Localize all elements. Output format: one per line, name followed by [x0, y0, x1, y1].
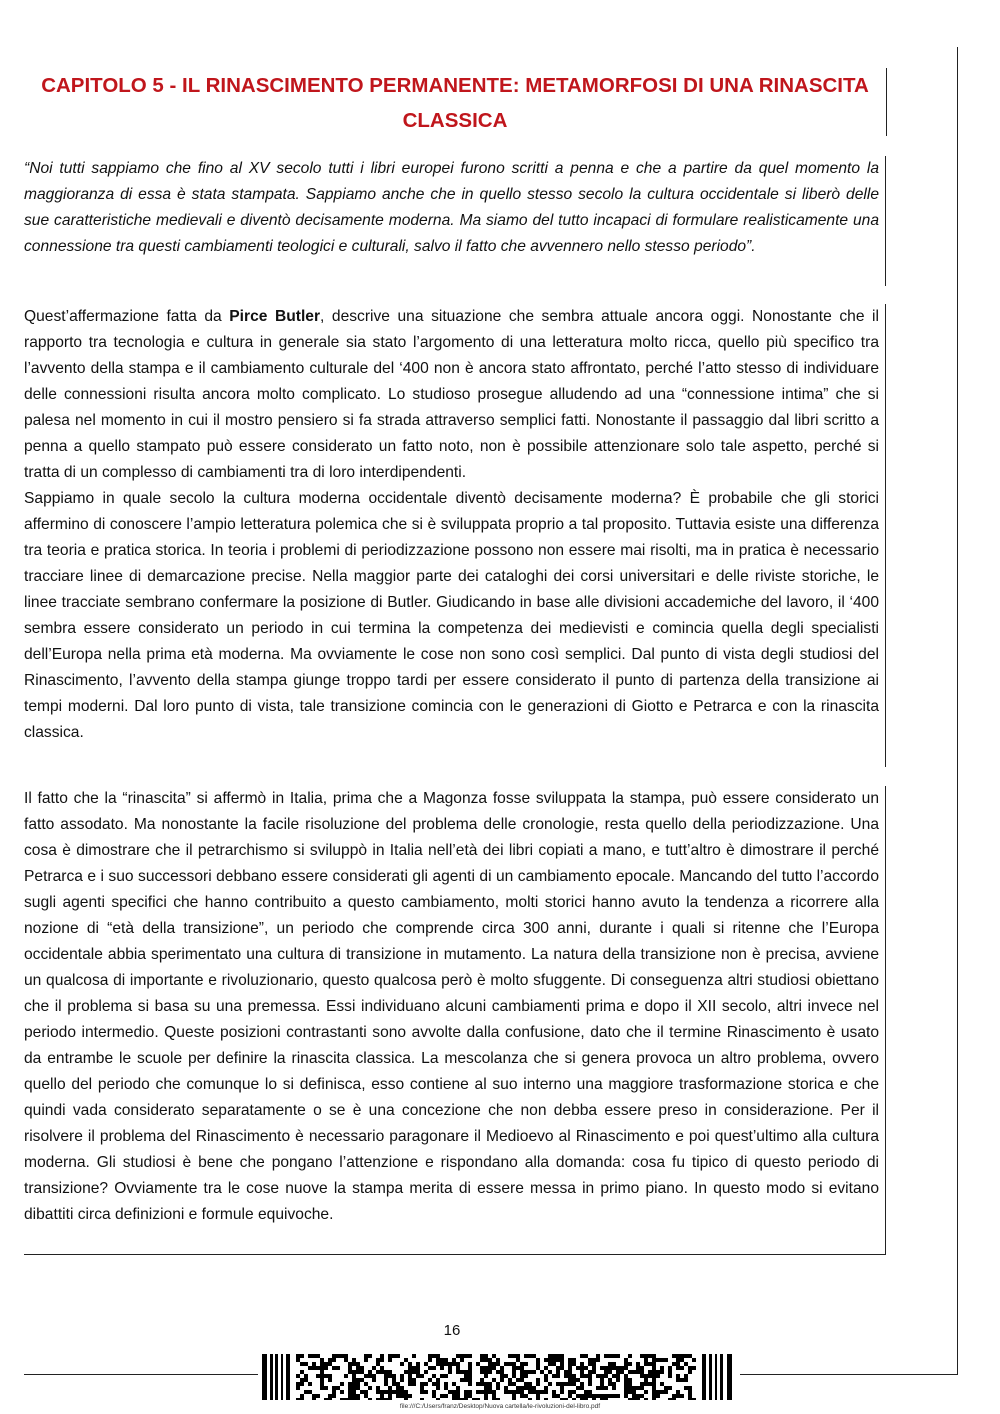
- title-side-rule: [886, 68, 887, 136]
- paragraph-butler-intro: Quest’affermazione fatta da: [24, 308, 230, 325]
- paragraph-periodization: Sappiamo in quale secolo la cultura moderna occidentale diventò decisamente moderna? È probabile che gli storici affermino di conoscere l’ampio letteratura polemica che si è sviluppata proprio a tal proposito. Tuttavia esiste una differenza tra teoria e pratica storica. In teoria i problemi di periodizzazione possono non essere mai risolti, ma in pratica è necessario tracciare linee di demarcazione precise. Nella maggior parte dei cataloghi dei corsi universitari e delle riviste storiche, le linee tracciate sembrano confermare la posizione di Butler. Giudicando in base alle divisioni accademiche del lavoro, il ‘400 sembra essere considerato un periodo in cui termina la competenza dei medievisti e comincia quella degli specialisti dell’Europa nella prima età moderna. Ma ovviamente le cose non sono così semplici. Dal punto di vista degli studiosi del Rinascimento, l’avvento della stampa giunge troppo tardi per essere considerato il punto di partenza della transizione ai tempi moderni. Dal loro punto di vista, tale transizione comincia con le generazioni di Giotto e Petrarca e con la rinascita classica.: [24, 490, 879, 741]
- quote-text: “Noi tutti sappiamo che fino al XV secolo tutti i libri europei furono scritti a penna e che a partire da quel momento la maggioranza di essa è stata stampata. Sappiamo anche che in quello stesso secolo la cultura occidentale si liberò delle sue caratteristiche medievali e diventò decisamente moderna. Ma siamo del tutto incapaci di formulare realisticamente una connessione tra questi cambiamenti teologici e culturali, salvo il fatto che avvennero nello stesso periodo”.: [24, 160, 879, 255]
- paragraph-butler-rest: , descrive una situazione che sembra attuale ancora oggi. Nonostante che il rapporto tra tecnologia e cultura in generale sia stato l’argomento di una letteratura molto ricca, quello più specifico tra l’avvento della stampa e il cambiamento culturale del ‘400 non è ancora stato affrontato, perché l’atto stesso di individuare delle connessioni risulta ancora molto complicato. Lo studioso prosegue alludendo ad una “connessione intima” che si palesa nel momento in cui il mostro pensiero si fa strada attraverso semplici fatti. Nonostante il passaggio dal libri scritto a penna a quello stampato può essere considerato un fatto noto, non è possibile attenzionare solo tale aspetto, perché si tratta di un complesso di cambiamenti tra di loro interdipendenti.: [24, 308, 879, 481]
- paragraph-rinascita: Il fatto che la “rinascita” si affermò in Italia, prima che a Magonza fosse sviluppata la stampa, può essere considerato un fatto assodato. Ma nonostante la facile risoluzione del problema delle cronologie, resta quello della periodizzazione. Una cosa è dimostrare che il petrarchismo si sviluppò in Italia nell’età dei libri copiati a mano, e tutt’altro è dimostrare il perché Petrarca e i suo successori debbano essere considerati gli agenti di un cambiamento epocale. Mancando del tutto l’accordo sugli agenti specifici che hanno contribuito a questo cambiamento, molti storici hanno avuto la tendenza a ricorrere alla nozione di “età della transizione”, un periodo che comprende circa 300 anni, durante i quali si ritenne che l’Europa occidentale abbia sperimentato una cultura di transizione in mutamento. La natura della transizione non è precisa, avviene un qualcosa di importante e rivoluzionario, questo qualcosa però è molto sfuggente. Di conseguenza altri studiosi obiettano che il problema si basa su una premessa. Essi individuano alcuni cambiamenti prima e dopo il XII secolo, altri invece nel periodo intermedio. Queste posizioni contrastanti sono avvolte dalla confusione, dato che il termine Rinascimento è usato da entrambe le scuole per definire la rinascita classica. La mescolanza che si genera provoca un altro problema, ovvero quello del periodo che comunque lo si definisca, esso contiene al suo interno una maggiore trasformazione storica e che quindi vada considerato separatamente o se è una concezione che non debba essere preso in considerazione. Per il risolvere il problema del Rinascimento è necessario paragonare il Medioevo al Rinascimento e poi quest’ultimo alla cultura moderna. Gli studiosi è bene che pongano l’attenzione e rispondano alla domanda: cosa fu tipico di questo periodo di transizione? Ovviamente tra le cose nuove la stampa merita di essere messa in primo piano. In questo modo si evitano dibattiti circa definizioni e formule equivoche.: [24, 790, 879, 1223]
- paragraph-butler: [24, 304, 879, 486]
- body-section-2: [24, 786, 886, 1255]
- body-section-1: [24, 304, 886, 767]
- opening-quote: [24, 156, 886, 286]
- barcode-graphic: [262, 1354, 736, 1400]
- chapter-title: CAPITOLO 5 - IL RINASCIMENTO PERMANENTE: METAMORFOSI DI UNA RINASCITA CLASSICA: [41, 74, 869, 132]
- file-path: file:///C:/Users/franz/Desktop/Nuova cartella/le-rivoluzioni-del-libro.pdf: [399, 1403, 601, 1410]
- author-name-bold: Pirce Butler: [229, 308, 321, 325]
- page-number: 16: [443, 1322, 461, 1339]
- page-frame-right-rule: [957, 47, 958, 1375]
